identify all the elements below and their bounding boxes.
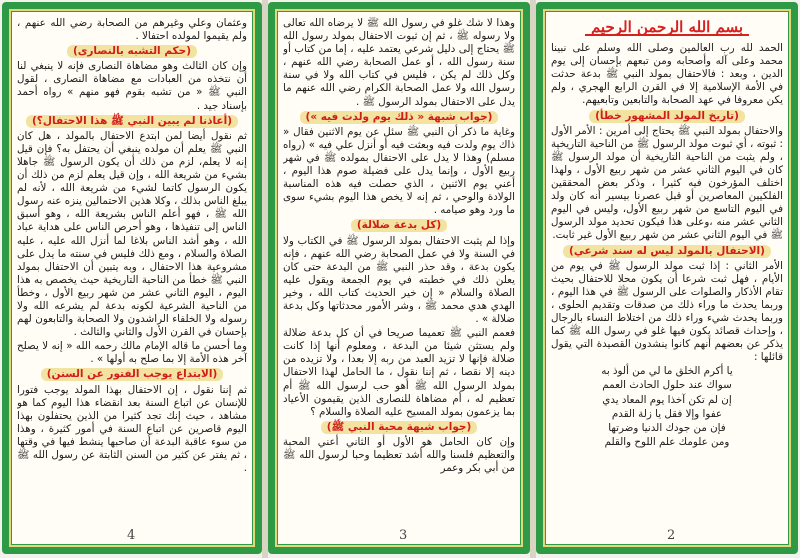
page-number-4: 4 <box>127 528 136 543</box>
p4-paragraph-3: ثم نقول أيضا لمن ابتدع الاحتفال بالمولد ، هل كان النبي ﷺ يعلم أن مولده ينبغي أن يحتفل به؟ فإن قيل إنه لا يعلم، لزم من ذلك أن يكون الرسول ﷺ جاهلا بشيء من شريعة الله ، وإن قيل يعلم لزم من ذلك أن يكون الرسول كاتما لشيء من شريعة الله ، لأنه لم يبلغ الناس بذلك ، وكلا هذين الاحتمالين ينزه عنه رسول الله ﷺ ، فهو أعلم الناس بشريعة الله ، وهو أسبق الناس إلى تنفيذها ، وهو أحرص الناس على هداية عباد الله ، وهو أشد الناس بلاغا لما أنزل الله عليه ، عليه الصلاة والسلام ، ومع ذلك فليس في سنته ما يدل على مشروعية هذا الاحتفال ، وبه يتبين أن الاحتفال بمولد النبي ﷺ خطأ من الناحية التاريخية حيث يخصص به هذا اليوم ، اليوم الثاني عشر من شهر ربيع الأول ، وخطأ من الناحية الشرعية لكونه بدعة لم يشرعه الله ولا رسوله ولا الخلفاء الراشدون ولا الصحابة والتابعون لهم بإحسان في القرن الأول والثاني والثالث . <box>17 129 247 339</box>
page-2-text <box>551 17 783 525</box>
page-3 <box>268 2 530 554</box>
poem-line-3: إن لم تكن آخذا يوم المعاد يدي <box>602 393 732 406</box>
p2-paragraph-2: الأمر الثاني : إذا ثبت مولد الرسول ﷺ في يوم من الأيام ، فهل ثبت شرعا أن يكون محلا للاحتفال بحيث تقام الأذكار والصلوات على الرسول ﷺ في هذا اليوم ، وربما يحدث ما وراء ذلك من صدقات وتقديم الحلوى ، وربما يحدث شيء وراء ذلك من اختلاط النساء بالرجال ، وإحداث قصائد يكون فيها غلو في رسول الله ﷺ كما يذكر عن بعضهم أنهم كانوا ينشدون القصيدة التي يقول قائلها : <box>551 259 783 364</box>
p2-heading-no-basis: (الاحتفال بالمولد ليس له سند شرعي) <box>563 245 771 258</box>
page-number-2: 2 <box>667 528 676 543</box>
p3-heading-bidah: (كل بدعة ضلالة) <box>351 219 447 232</box>
p2-paragraph-1: والاحتفال بمولد النبي ﷺ يحتاج إلى أمرين : الأمر الأول : ثبوته ، أي ثبوت مولد الرسول ﷺ من الناحية التاريخية ، ولم يثبت من الناحية التاريخية أن مولد الرسول ﷺ كان في اليوم الثاني عشر من شهر ربيع الأول ، ولهذا اختلف المؤرخون فيه كثيرا ، وذكر بعض المحققين الفلكيين المعاصرين أو قبل عصرنا بيسير أنه كان ولد في اليوم التاسع من شهر ربيع الأول، وليس في اليوم الثاني عشر منه ،وعلى هذا فيكون تحديد مولد الرسول ﷺ في اليوم الثاني عشر من شهر ربيع الأول غير ثابت. <box>551 124 783 242</box>
p3-heading-monday: (جواب شبهة « ذلك يوم ولدت فيه ») <box>300 111 499 124</box>
p3-paragraph-1: وهذا لا شك غلو في رسول الله ﷺ لا يرضاه الله تعالى ولا رسوله ﷺ ، ثم إن ثبوت الاحتفال بمولد رسول الله ﷺ يحتاج إلى دليل شرعي يعتمد عليه ، إما من كتاب أو سنة رسول الله ، أو عمل الصحابة رضي الله عنهم ، وكل ذلك لم يكن ، فليس في كتاب الله ولا في سنة رسول الله ولا عمل الصحابة الكرام رضي الله عنهم ما يدل على الاحتفال بمولد الرسول ﷺ . <box>283 17 515 108</box>
p3-paragraph-4: فعمم النبي ﷺ تعميما صريحا في أن كل بدعة ضلالة ولم يستثن شيئا من البدعة ، ومعلوم أنها إذا كانت ضلالة فإنها لا تزيد العبد من ربه إلا بعدا ، ولا تزيده من دينه إلا نقصا ، ثم إننا نقول ، ما الحامل لهذا الاحتفال بمولد الرسول الله ﷺ أهو حب لرسول الله ﷺ أم تعظيم له ، أم مضاهاة للنصارى الذين يقيمون الأعياد بما يزعمون بمولد المسيح عليه الصلاة والسلام ؟ <box>283 327 515 418</box>
p4-paragraph-5: ثم إننا نقول ، إن الاحتفال بهذا المولد يوجب فتورا للإنسان عن اتباع السنة بعد انقضاء هذا اليوم كما هو مشاهد ، حيث إنك تجد كثيرا من الذين يحتفلون بهذا اليوم قاصرين عن اتباع السنة في أمور كثيرة ، وهذا من سوء عاقبة البدعة أن صاحبها ينشط فيها في وقتها ، ثم يفتر عن كثير من السنن الثابتة عن رسول الله ﷺ . <box>17 383 247 475</box>
page-2 <box>536 2 798 554</box>
poem-line-4: عفوا وإلا فقل يا زلة القدم <box>611 407 723 420</box>
p4-heading-innovation: (الابتداع يوجب الفتور عن السنن) <box>41 368 224 381</box>
page-4 <box>2 2 262 554</box>
page-number-3: 3 <box>399 528 408 543</box>
poem-line-1: يا أكرم الخلق ما لي من ألوذ به <box>601 365 733 378</box>
page-4-text <box>17 17 247 525</box>
poem-line-2: سواك عند حلول الحادث العمم <box>602 379 732 392</box>
p3-paragraph-3: وإذا لم يثبت الاحتفال بمولد الرسول ﷺ في الكتاب ولا في السنة ولا في عمل الصحابة رضي الله عنهم ، فإنه يكون بدعة ، وقد حذر النبي ﷺ من البدعة حتى كان يعلن ذلك في خطبته في يوم الجمعة ويقول عليه الصلاة والسلام « إن خير الحديث كتاب الله ، وخير الهدي هدي محمد ﷺ ، وشر الأمور محدثاتها وكل بدعة ضلالة » . <box>283 234 515 326</box>
p4-paragraph-4: وما أحسن ما قاله الإمام مالك رحمه الله « إنه لا يصلح آخر هذه الأمة إلا بما صلح به أولها » . <box>17 340 247 366</box>
p2-intro: الحمد لله رب العالمين وصلى الله وسلم على نبينا محمد وعلى آله وأصحابه ومن تبعهم بإحسان إلى يوم الدين ، وبعد : فالاحتفال بمولد النبي ﷺ بدعة حدثت في الأمة الإسلامية إلا في القرن الرابع الهجري ، ولم يكن معروفا في عهد الصحابة والتابعين وتابعيهم. <box>551 42 783 107</box>
p2-heading-history: (تاريخ المولد المشهور خطأ) <box>589 110 745 123</box>
p4-paragraph-2: وإن كان الثالث وهو مضاهاة النصارى فإنه لا ينبغي لنا أن نتخذه من العبادات مع مضاهاة النصارى ، لقول النبي ﷺ « من تشبه بقوم فهو منهم » رواه أحمد بإسناد جيد . <box>17 60 247 112</box>
poem-line-6: ومن علومك علم اللوح والقلم <box>604 435 730 448</box>
p4-heading-imitation: (حكم التشبه بالنصارى) <box>67 45 197 58</box>
p3-paragraph-5: وإن كان الحامل هو الأول أو الثاني أعني المحبة والتعظيم فلسنا والله أشد تعظيما وحبا لرسول الله ﷺ من أبي بكر وعمر <box>283 435 515 475</box>
p4-paragraph-1: وعثمان وعلي وغيرهم من الصحابة رضي الله عنهم ، ولم يقيموا لمولده احتفالا . <box>17 17 247 43</box>
bismillah-calligraphy: بسم الله الرحمن الرحيم <box>585 21 749 36</box>
p3-paragraph-2: وغاية ما ذكر أن النبي ﷺ سئل عن يوم الاثنين فقال « ذاك يوم ولدت فيه وبعثت فيه أو أنزل علي فيه » (رواه مسلم) وهذا لا يدل على الاحتفال بمولده ﷺ في شهر ربيع الأول ، وإنما يدل على فضيلة صوم هذا اليوم ، أعني يوم الاثنين ، الذي حصلت فيه هذه المناسبة الولادة والوحي ، ثم إنه لا يخص هذا اليوم بشيء سوى ما ورد وهو صيامه . <box>283 125 515 217</box>
p3-heading-love: (جواب شبهة محبة النبي ﷺ) <box>321 421 478 434</box>
page-3-text <box>283 17 515 525</box>
p4-heading-why: (أعاذنا لم يبين النبي ﷺ هذا الاحتفال؟) <box>26 115 238 128</box>
poem-line-5: فإن من جودك الدنيا وضرتها <box>608 421 726 434</box>
